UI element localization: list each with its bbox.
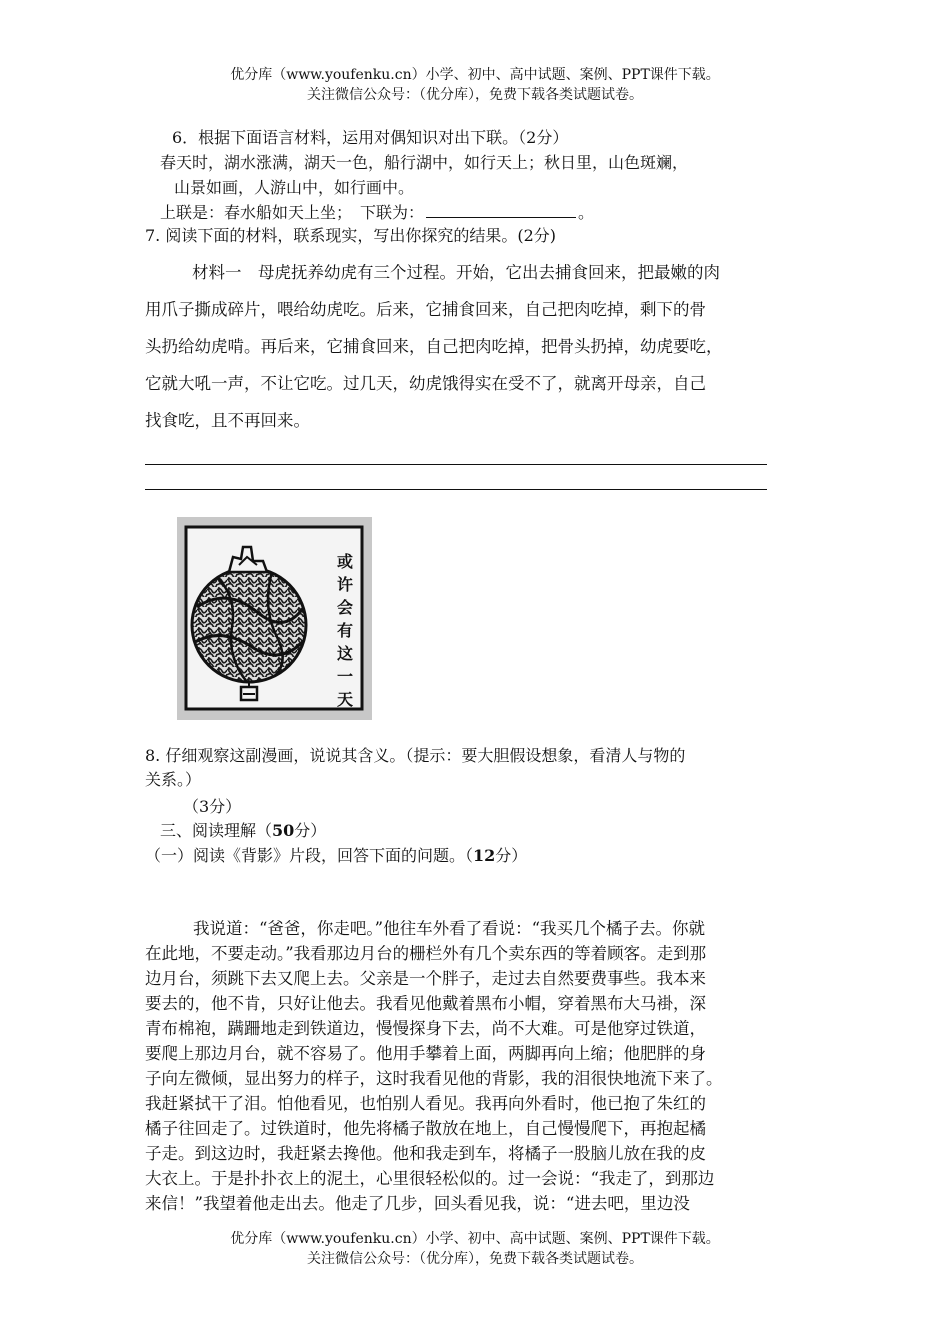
section3-title-suffix: 分） xyxy=(294,821,327,840)
q7-answer-line-2[interactable] xyxy=(145,489,767,490)
q8-line-1: 8. 仔细观察这副漫画，说说其含义。（提示：要大胆假设想象，看清人与物的 xyxy=(145,746,686,765)
passage-line-8: 我赶紧拭干了泪。怕他看见，也怕别人看见。我再向外看时，他已抱了朱红的 xyxy=(145,1094,706,1113)
footer-line-1: 优分库（www.youfenku.cn）小学、初中、高中试题、案例、PPT课件下载。 xyxy=(230,1231,720,1247)
cartoon-caption-char-3: 会 xyxy=(336,598,354,617)
q7-material-line-3: 头扔给幼虎啃。再后来，它捕食回来，自己把肉吃掉，把骨头扔掉，幼虎要吃， xyxy=(145,337,723,356)
q6-material-line-2: 山景如画，人游山中，如行画中。 xyxy=(174,178,415,197)
q7-title: 7. 阅读下面的材料，联系现实，写出你探究的结果。(2分) xyxy=(145,226,557,245)
passage-line-12: 来信！”我望着他走出去。他走了几步，回头看见我，说：“进去吧，里边没 xyxy=(145,1194,690,1213)
q6-answer-blank[interactable] xyxy=(426,201,576,218)
passage-line-7: 子向左微倾，显出努力的样子，这时我看见他的背影，我的泪很快地流下来了。 xyxy=(145,1069,723,1088)
cartoon-caption-char-6: 一 xyxy=(336,667,354,686)
q6-title: 6．根据下面语言材料，运用对偶知识对出下联。（2分） xyxy=(172,128,569,147)
passage-line-5: 青布棉袍，蹒跚地走到铁道边，慢慢探身下去，尚不大难。可是他穿过铁道， xyxy=(145,1019,706,1038)
passage-line-11: 大衣上。于是扑扑衣上的泥土，心里很轻松似的。过一会说：“我走了，到那边 xyxy=(145,1169,715,1188)
passage-line-9: 橘子往回走了。过铁道时，他先将橘子散放在地上，自己慢慢爬下，再抱起橘 xyxy=(145,1119,706,1138)
q8-line-3: （3分） xyxy=(183,797,242,816)
q7-material-line-2: 用爪子撕成碎片，喂给幼虎吃。后来，它捕食回来，自己把肉吃掉，剩下的骨 xyxy=(145,300,706,319)
passage-line-6: 要爬上那边月台，就不容易了。他用手攀着上面，两脚再向上缩；他肥胖的身 xyxy=(145,1044,706,1063)
header-line-2: 关注微信公众号：（优分库），免费下载各类试题试卷。 xyxy=(307,87,643,103)
cartoon-caption-char-2: 许 xyxy=(336,575,354,594)
section3-subtitle-suffix: 分） xyxy=(495,846,528,865)
passage-line-4: 要去的，他不肯，只好让他去。我看见他戴着黑布小帽，穿着黑布大马褂，深 xyxy=(145,994,706,1013)
section3-title-score: 50 xyxy=(272,821,295,840)
section3-subtitle-score: 12 xyxy=(473,846,496,865)
cartoon-drawing xyxy=(177,517,372,720)
cartoon-image xyxy=(177,517,372,720)
cartoon-caption-char-1: 或 xyxy=(336,552,354,571)
q7-material-line-5: 找食吃，且不再回来。 xyxy=(145,411,310,430)
cartoon-caption-char-4: 有 xyxy=(336,621,354,640)
q8-line-2: 关系。） xyxy=(145,770,202,789)
q7-material-line-1: 材料一 母虎抚养幼虎有三个过程。开始，它出去捕食回来，把最嫩的肉 xyxy=(192,263,720,282)
section3-title xyxy=(160,819,326,843)
q7-material-line-4: 它就大吼一声，不让它吃。过几天，幼虎饿得实在受不了，就离开母亲，自己 xyxy=(145,374,706,393)
q6-material-line-1: 春天时，湖水涨满，湖天一色，船行湖中，如行天上；秋日里，山色斑斓， xyxy=(160,153,689,172)
footer-line-2: 关注微信公众号：（优分库），免费下载各类试题试卷。 xyxy=(307,1251,643,1267)
passage-line-3: 边月台，须跳下去又爬上去。父亲是一个胖子，走过去自然要费事些。我本来 xyxy=(145,969,706,988)
section3-title-prefix: 三、阅读理解（ xyxy=(160,821,273,840)
q6-answer-line xyxy=(160,201,594,225)
passage-line-1: 我说道：“爸爸，你走吧。”他往车外看了看说：“我买几个橘子去。你就 xyxy=(193,919,706,938)
passage-line-2: 在此地，不要走动。”我看那边月台的栅栏外有几个卖东西的等着顾客。走到那 xyxy=(145,944,707,963)
cartoon-caption-char-5: 这 xyxy=(336,644,354,663)
header-line-1: 优分库（www.youfenku.cn）小学、初中、高中试题、案例、PPT课件下载。 xyxy=(230,67,720,83)
q7-answer-line-1[interactable] xyxy=(145,464,767,465)
q6-answer-prefix: 上联是：春水船如天上坐； 下联为： xyxy=(160,203,425,222)
cartoon-caption-char-7: 天 xyxy=(336,690,354,709)
section3-subtitle xyxy=(145,844,527,868)
passage-line-10: 子走。到这边时，我赶紧去搀他。他和我走到车，将橘子一股脑儿放在我的皮 xyxy=(145,1144,706,1163)
section3-subtitle-prefix: （一）阅读《背影》片段，回答下面的问题。（ xyxy=(145,846,474,865)
q6-answer-suffix: 。 xyxy=(578,203,595,222)
